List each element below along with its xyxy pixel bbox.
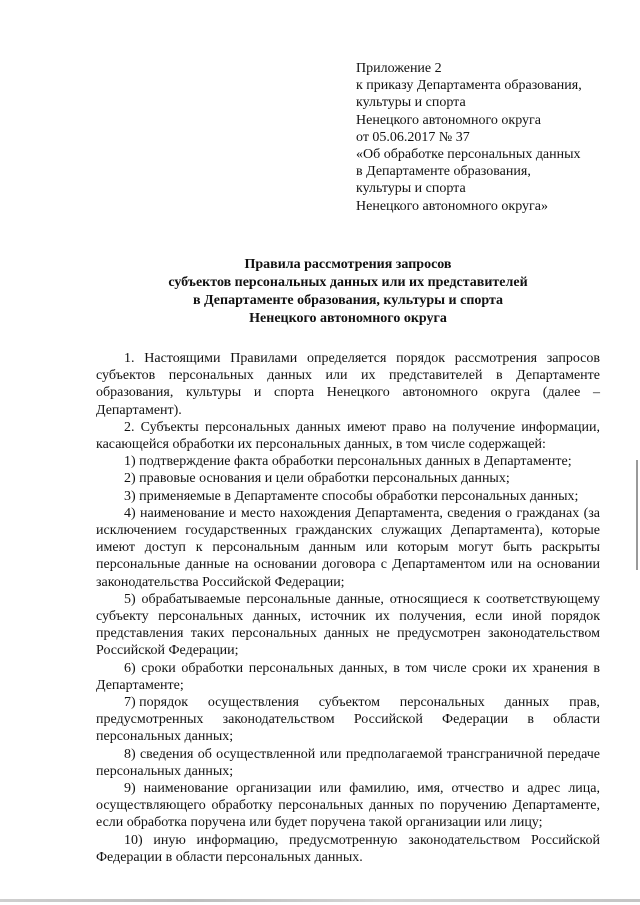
appendix-line: к приказу Департамента образования, (356, 78, 582, 94)
list-item-7-line-3: персональных данных; (96, 729, 234, 745)
appendix-line: «Об обработке персональных данных (356, 147, 581, 163)
list-item-2: 2) правовые основания и цели обработки персональных данных; (124, 471, 510, 487)
appendix-line: культуры и спорта (356, 181, 466, 197)
word: субъектом (318, 695, 380, 711)
list-item-7 (96, 694, 600, 746)
list-item-1: 1) подтверждение факта обработки персональных данных в Департаменте; (124, 454, 572, 470)
list-item-6: 6) сроки обработки персональных данных, в том числе сроки их хранения в Департаменте; (96, 660, 600, 693)
word: Российской (353, 712, 423, 728)
word: Федерации (442, 712, 509, 728)
appendix-line: в Департаменте образования, (356, 164, 531, 180)
appendix-line: Ненецкого автономного округа» (356, 198, 548, 214)
list-item-5: 5) обрабатываемые персональные данные, относящиеся к соответствующему субъекту персональных данных, источник их получения, если иной порядок представления таких персональных данных не предусмотрен законодательством Российской Федерации; (96, 591, 600, 659)
paragraph-2: 2. Субъекты персональных данных имеют право на получение информации, касающейся обработки их персональных данных, в том числе содержащей: (96, 419, 600, 453)
list-item-8: 8) сведения об осуществленной или предполагаемой трансграничной передаче персональных данных; (96, 746, 600, 779)
list-item-10: 10) иную информацию, предусмотренную законодательством Российской Федерации в области персональных данных. (96, 832, 600, 865)
title-line: в Департаменте образования, культуры и спорта (192, 293, 504, 308)
word: предусмотренных (96, 712, 204, 728)
appendix-line: от 05.06.2017 № 37 (356, 129, 470, 145)
list-item-7-line-1 (96, 694, 600, 711)
word: осуществления (207, 695, 299, 711)
word: в (527, 712, 534, 728)
word: прав, (569, 695, 600, 711)
document-body (96, 350, 600, 866)
scan-bottom-edge (0, 899, 640, 902)
title-line: Правила рассмотрения запросов (244, 257, 452, 272)
appendix-header (356, 60, 616, 215)
paragraph-1: 1. Настоящими Правилами определяется порядок рассмотрения запросов субъектов персональных данных или их представителей в Департаменте образования, культуры и спорта Ненецкого автономного округа (далее – Департамент). (96, 351, 600, 418)
word: законодательством (222, 712, 335, 728)
word: 7) порядок (124, 695, 189, 711)
title-line: Ненецкого автономного округа (249, 311, 447, 326)
list-item-9: 9) наименование организации или фамилию, имя, отчество и адрес лица, осуществляющего обработку персональных данных по поручению Департаменте, если обработка поручена или будет поручена такой организации или лицу; (96, 781, 600, 831)
appendix-line: Ненецкого автономного округа (356, 112, 541, 128)
word: области (553, 712, 600, 728)
appendix-line: культуры и спорта (356, 95, 466, 111)
document-title (100, 256, 596, 328)
list-item-7-line-2 (96, 711, 600, 728)
scan-edge-mark (636, 460, 638, 570)
list-item-3: 3) применяемые в Департаменте способы обработки персональных данных; (124, 488, 579, 504)
title-line: субъектов персональных данных или их представителей (168, 275, 528, 290)
list-item-4: 4) наименование и место нахождения Департамента, сведения о гражданах (за исключением государственных гражданских служащих Департамента), которые имеют доступ к персональным данным или которым могут быть раскрыты персональные данные на основании договора с Департаментом или на основании законодательства Российской Федерации; (96, 505, 600, 590)
appendix-line: Приложение 2 (356, 61, 442, 76)
word: персональных (399, 695, 485, 711)
word: данных (504, 695, 550, 711)
